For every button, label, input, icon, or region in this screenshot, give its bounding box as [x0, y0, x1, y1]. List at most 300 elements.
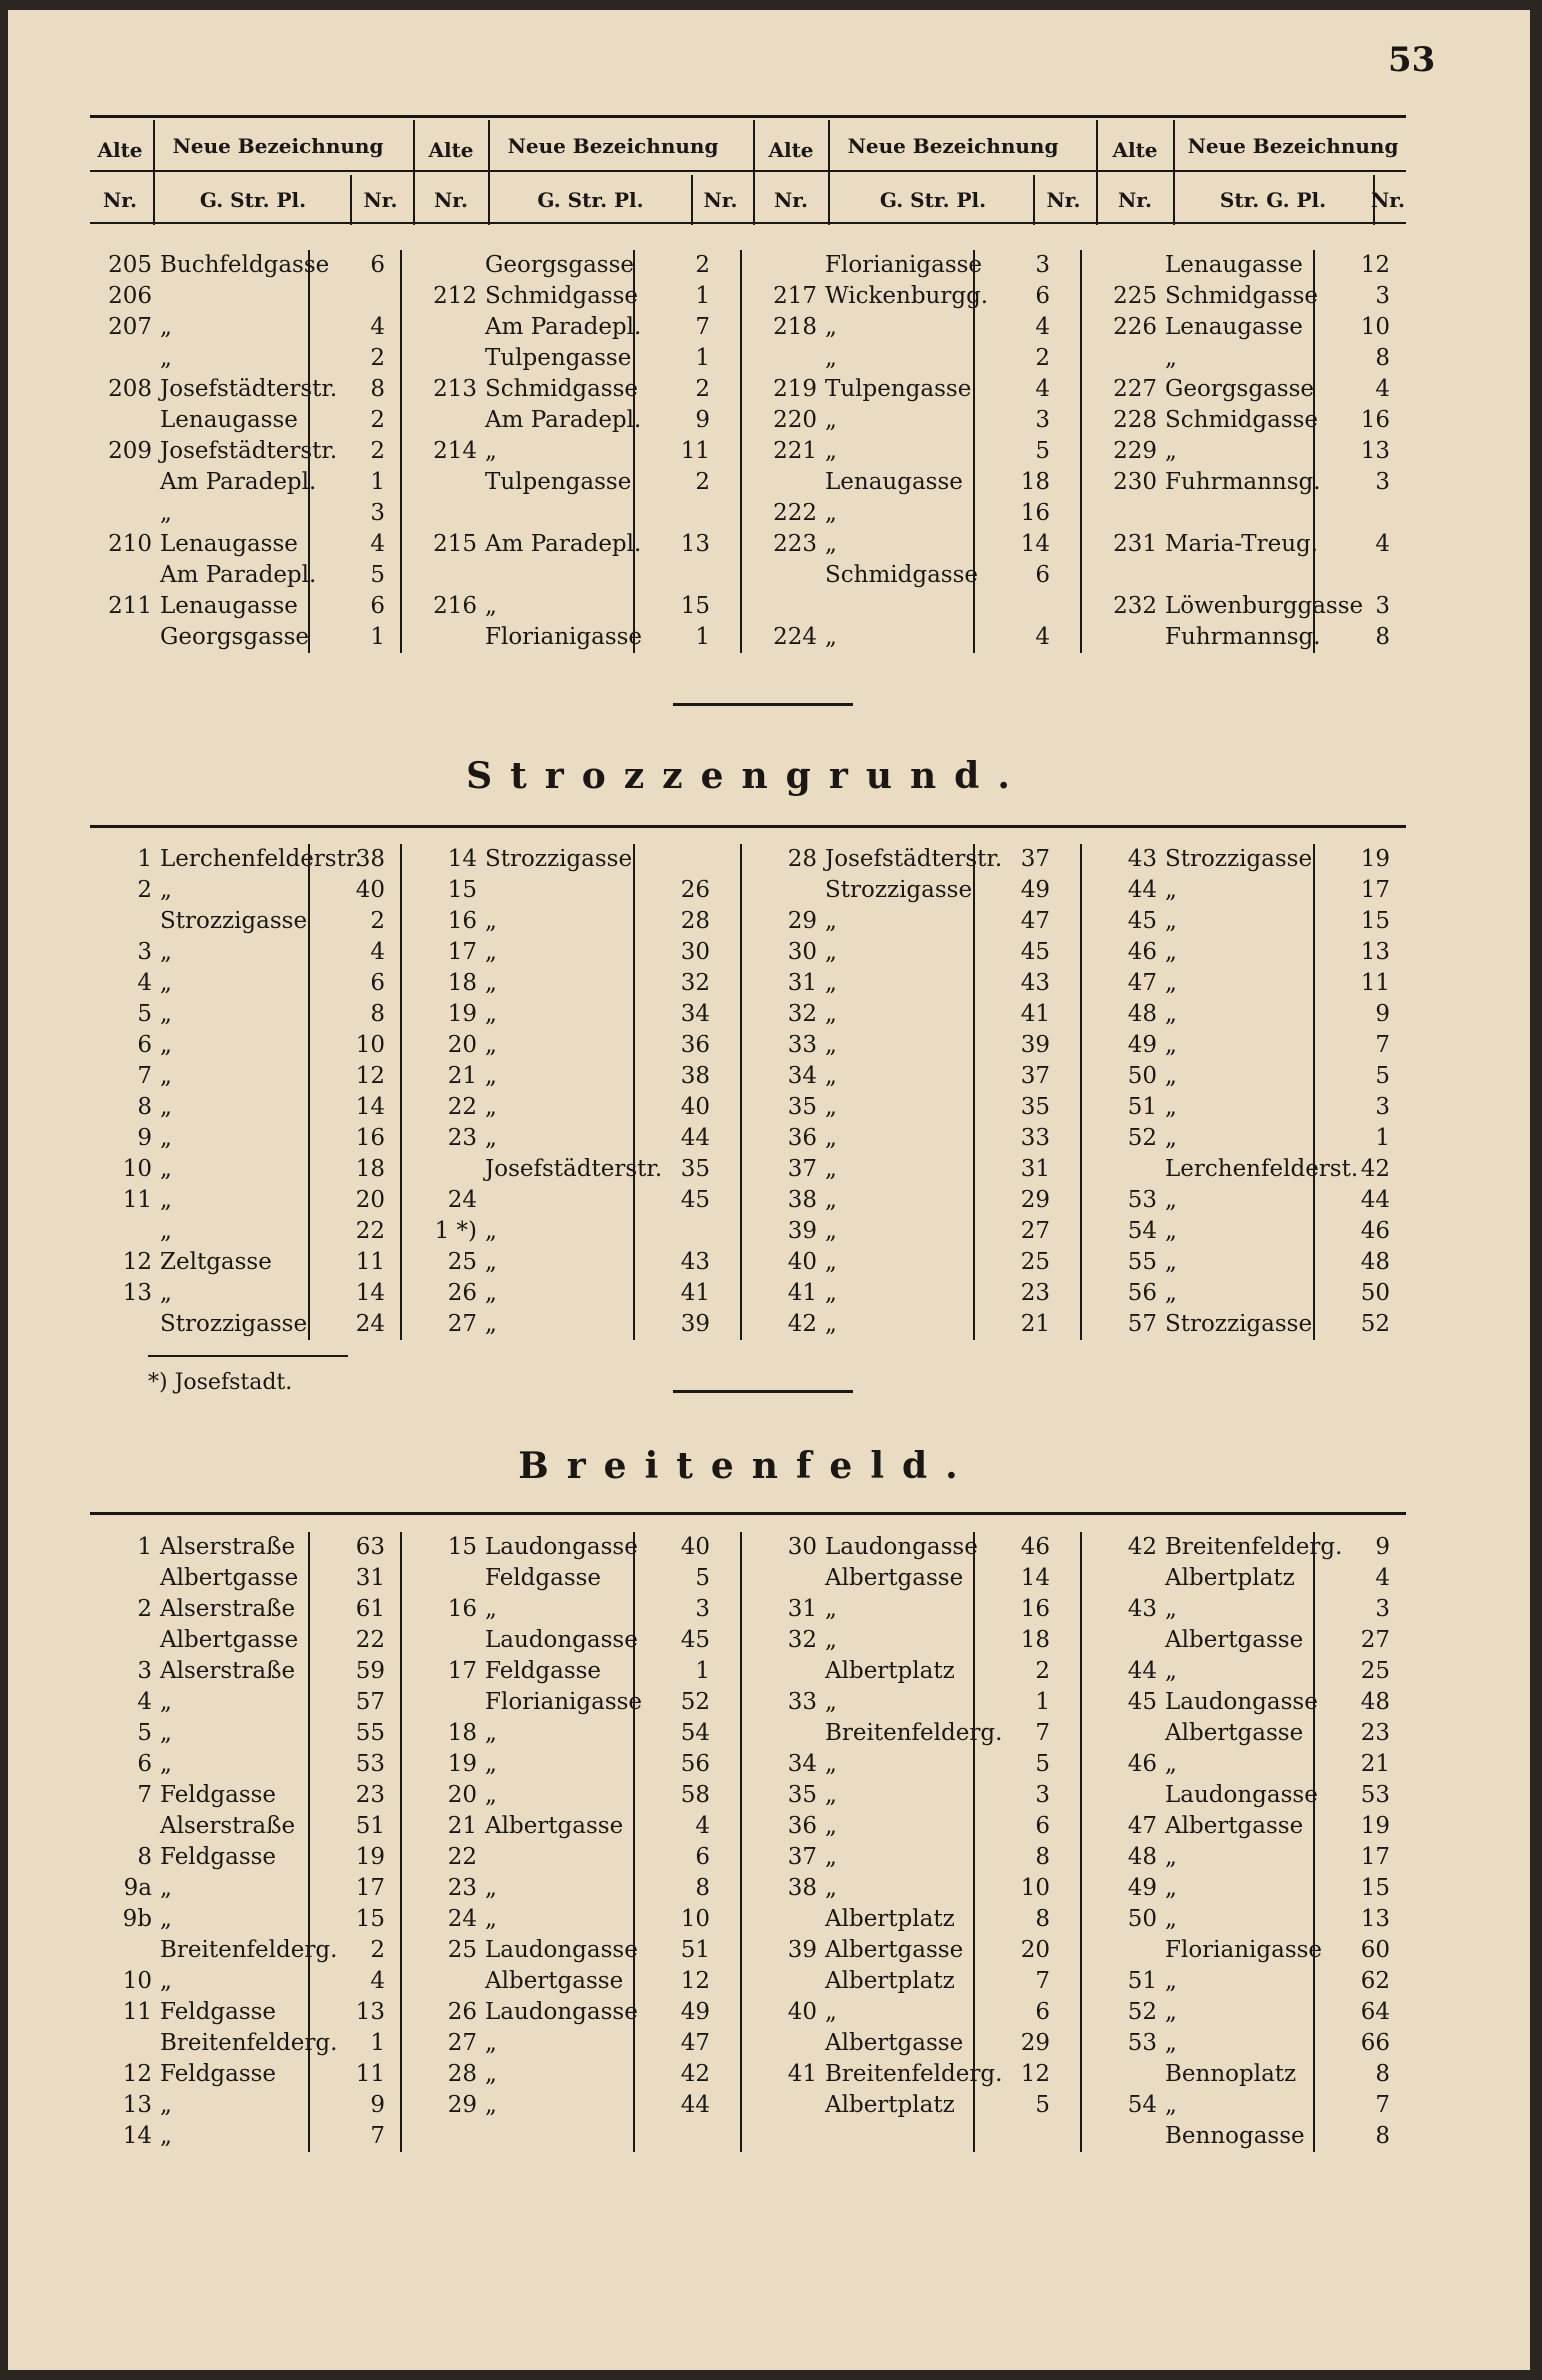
cell-new-nr: 18	[1020, 469, 1050, 495]
cell-old-nr: 39	[787, 1218, 817, 1244]
section-divider	[673, 1390, 853, 1393]
cell-old-nr: 12	[122, 1249, 152, 1275]
cell-old-nr: 47	[1127, 970, 1157, 996]
cell-street: Breitenfelderg.	[160, 2030, 338, 2056]
cell-street: „	[160, 1156, 172, 1182]
cell-new-nr: 13	[1360, 939, 1390, 965]
cell-new-nr: 8	[370, 376, 385, 402]
cell-street: Breitenfelderg.	[160, 1937, 338, 1963]
cell-old-nr: 208	[108, 376, 152, 402]
cell-new-nr: 57	[355, 1689, 385, 1715]
cell-old-nr: 16	[447, 908, 477, 934]
cell-old-nr: 43	[1127, 1596, 1157, 1622]
cell-old-nr: 6	[137, 1751, 152, 1777]
cell-new-nr: 3	[1375, 1596, 1390, 1622]
cell-street: Alserstraße	[160, 1813, 296, 1839]
cell-new-nr: 19	[1360, 846, 1390, 872]
cell-street: Georgsgasse	[485, 252, 635, 278]
cell-new-nr: 4	[1375, 1565, 1390, 1591]
cell-old-nr: 52	[1127, 1999, 1157, 2025]
cell-old-nr: 32	[787, 1001, 817, 1027]
cell-street: Feldgasse	[160, 1844, 277, 1870]
cell-new-nr: 1	[695, 283, 710, 309]
cell-old-nr: 5	[137, 1720, 152, 1746]
cell-street: „	[485, 593, 497, 619]
header-sgp-4: Str. G. Pl.	[1219, 188, 1327, 212]
cell-street: Albertgasse	[1165, 1813, 1304, 1839]
cell-street: „	[1165, 1875, 1177, 1901]
cell-street: „	[160, 1720, 172, 1746]
cell-street: „	[160, 1875, 172, 1901]
cell-street: „	[825, 970, 837, 996]
cell-old-nr: 207	[108, 314, 152, 340]
cell-new-nr: 44	[680, 2092, 710, 2118]
cell-new-nr: 3	[1035, 252, 1050, 278]
cell-new-nr: 44	[1360, 1187, 1390, 1213]
cell-new-nr: 7	[695, 314, 710, 340]
cell-old-nr: 231	[1113, 531, 1157, 557]
cell-new-nr: 4	[1375, 531, 1390, 557]
cell-street: Lenaugasse	[825, 469, 963, 495]
section-divider	[673, 703, 853, 706]
header-neue-4: Neue Bezeichnung	[1187, 134, 1399, 158]
cell-new-nr: 8	[695, 1875, 710, 1901]
column-separator	[308, 250, 310, 653]
cell-old-nr: 39	[787, 1937, 817, 1963]
cell-old-nr: 33	[787, 1032, 817, 1058]
cell-new-nr: 41	[1020, 1001, 1050, 1027]
cell-street: Josefstädterstr.	[825, 846, 1003, 872]
cell-street: „	[485, 1906, 497, 1932]
cell-new-nr: 2	[370, 1937, 385, 1963]
cell-street: Albertgasse	[825, 1565, 964, 1591]
header-neue-1: Neue Bezeichnung	[172, 134, 384, 158]
cell-street: Alserstraße	[160, 1534, 296, 1560]
cell-new-nr: 21	[1020, 1311, 1050, 1337]
table-row	[90, 968, 1406, 999]
cell-old-nr: 220	[773, 407, 817, 433]
cell-street: „	[160, 2092, 172, 2118]
cell-new-nr: 59	[355, 1658, 385, 1684]
cell-street: Strozzigasse	[1165, 1311, 1313, 1337]
cell-street: „	[160, 2123, 172, 2149]
table-row	[90, 1278, 1406, 1309]
cell-street: „	[160, 1187, 172, 1213]
cell-new-nr: 26	[680, 877, 710, 903]
cell-old-nr: 7	[137, 1782, 152, 1808]
cell-old-nr: 18	[447, 1720, 477, 1746]
header-gsp-2: G. Str. Pl.	[537, 188, 644, 212]
cell-street: „	[825, 438, 837, 464]
cell-street: Am Paradepl.	[485, 407, 642, 433]
cell-old-nr: 17	[447, 1658, 477, 1684]
cell-street: Feldgasse	[485, 1658, 602, 1684]
cell-street: Laudongasse	[1165, 1782, 1318, 1808]
cell-street: „	[825, 1813, 837, 1839]
cell-new-nr: 13	[680, 531, 710, 557]
cell-street: Lenaugasse	[160, 531, 298, 557]
cell-street: Laudongasse	[485, 1627, 638, 1653]
cell-street: „	[485, 1311, 497, 1337]
cell-street: Albertgasse	[485, 1968, 624, 1994]
table-row	[90, 1935, 1406, 1966]
cell-street: „	[1165, 1125, 1177, 1151]
cell-street: Florianigasse	[825, 252, 983, 278]
cell-new-nr: 62	[1360, 1968, 1390, 1994]
table-row	[90, 1780, 1406, 1811]
cell-new-nr: 9	[1375, 1534, 1390, 1560]
cell-old-nr: 18	[447, 970, 477, 996]
table-row	[90, 591, 1406, 622]
cell-new-nr: 1	[1375, 1125, 1390, 1151]
cell-new-nr: 10	[1360, 314, 1390, 340]
cell-new-nr: 22	[355, 1627, 385, 1653]
cell-old-nr: 50	[1127, 1063, 1157, 1089]
cell-old-nr: 53	[1127, 2030, 1157, 2056]
cell-old-nr: 3	[137, 1658, 152, 1684]
table-row	[90, 1216, 1406, 1247]
cell-street: Feldgasse	[160, 2061, 277, 2087]
cell-street: Laudongasse	[485, 1999, 638, 2025]
cell-new-nr: 4	[1375, 376, 1390, 402]
cell-street: „	[485, 2030, 497, 2056]
cell-new-nr: 4	[1035, 314, 1050, 340]
cell-new-nr: 9	[370, 2092, 385, 2118]
table-row	[90, 343, 1406, 374]
header-nr-old-1: Nr.	[103, 188, 137, 212]
cell-old-nr: 29	[447, 2092, 477, 2118]
cell-new-nr: 5	[1375, 1063, 1390, 1089]
cell-new-nr: 28	[680, 908, 710, 934]
cell-old-nr: 34	[787, 1751, 817, 1777]
cell-street: „	[1165, 1968, 1177, 1994]
cell-old-nr: 217	[773, 283, 817, 309]
cell-new-nr: 35	[680, 1156, 710, 1182]
cell-old-nr: 15	[447, 1534, 477, 1560]
cell-new-nr: 29	[1020, 1187, 1050, 1213]
cell-street: Strozzigasse	[825, 877, 973, 903]
cell-street: Zeltgasse	[160, 1249, 272, 1275]
cell-old-nr: 15	[447, 877, 477, 903]
cell-old-nr: 219	[773, 376, 817, 402]
cell-new-nr: 13	[355, 1999, 385, 2025]
cell-new-nr: 45	[680, 1187, 710, 1213]
cell-street: „	[825, 1627, 837, 1653]
cell-new-nr: 40	[355, 877, 385, 903]
cell-street: Breitenfelderg.	[1165, 1534, 1343, 1560]
cell-old-nr: 229	[1113, 438, 1157, 464]
cell-street: Lenaugasse	[160, 593, 298, 619]
header-alte-1: Alte	[97, 138, 143, 162]
cell-old-nr: 3	[137, 939, 152, 965]
cell-new-nr: 4	[695, 1813, 710, 1839]
cell-new-nr: 6	[370, 593, 385, 619]
cell-old-nr: 225	[1113, 283, 1157, 309]
cell-new-nr: 4	[370, 939, 385, 965]
table-row	[90, 2059, 1406, 2090]
cell-new-nr: 12	[1020, 2061, 1050, 2087]
cell-street: „	[825, 908, 837, 934]
cell-new-nr: 8	[1375, 345, 1390, 371]
cell-old-nr: 40	[787, 1249, 817, 1275]
column-separator	[973, 844, 975, 1340]
cell-street: Josefstädterstr.	[160, 438, 338, 464]
table-row	[90, 1749, 1406, 1780]
cell-street: Tulpengasse	[825, 376, 972, 402]
header-separator	[828, 120, 830, 225]
cell-old-nr: 27	[447, 2030, 477, 2056]
column-separator	[400, 844, 402, 1340]
column-separator	[740, 250, 742, 653]
cell-new-nr: 47	[1020, 908, 1050, 934]
cell-old-nr: 1	[137, 1534, 152, 1560]
cell-street: „	[825, 624, 837, 650]
cell-old-nr: 209	[108, 438, 152, 464]
header-alte-4: Alte	[1112, 138, 1158, 162]
cell-old-nr: 206	[108, 283, 152, 309]
cell-street: Albertgasse	[1165, 1720, 1304, 1746]
table-row	[90, 1997, 1406, 2028]
table-row	[90, 1030, 1406, 1061]
cell-street: Albertplatz	[825, 1968, 955, 1994]
cell-street: Josefstädterstr.	[485, 1156, 663, 1182]
cell-new-nr: 45	[680, 1627, 710, 1653]
cell-new-nr: 6	[1035, 283, 1050, 309]
cell-street: „	[825, 1596, 837, 1622]
table-row	[90, 1656, 1406, 1687]
cell-street: Wickenburgg.	[825, 283, 989, 309]
cell-new-nr: 23	[1360, 1720, 1390, 1746]
cell-old-nr: 26	[447, 1280, 477, 1306]
cell-old-nr: 8	[137, 1844, 152, 1870]
cell-new-nr: 38	[680, 1063, 710, 1089]
cell-street: Tulpengasse	[485, 345, 632, 371]
cell-old-nr: 25	[447, 1937, 477, 1963]
cell-street: Albertgasse	[825, 1937, 964, 1963]
cell-new-nr: 5	[1035, 2092, 1050, 2118]
cell-old-nr: 7	[137, 1063, 152, 1089]
cell-street: „	[485, 908, 497, 934]
column-separator	[1313, 250, 1315, 653]
cell-street: Lenaugasse	[1165, 252, 1303, 278]
cell-old-nr: 26	[447, 1999, 477, 2025]
cell-street: „	[485, 1720, 497, 1746]
table-row	[90, 1904, 1406, 1935]
column-separator	[308, 844, 310, 1340]
cell-street: Strozzigasse	[160, 908, 308, 934]
cell-new-nr: 4	[370, 1968, 385, 1994]
table-row	[90, 1594, 1406, 1625]
cell-new-nr: 10	[680, 1906, 710, 1932]
header-neue-3: Neue Bezeichnung	[847, 134, 1059, 158]
table-row	[90, 906, 1406, 937]
cell-street: „	[825, 1249, 837, 1275]
cell-old-nr: 46	[1127, 1751, 1157, 1777]
cell-old-nr: 11	[122, 1999, 152, 2025]
table-row	[90, 1687, 1406, 1718]
header-bottom-rule	[90, 222, 1406, 224]
cell-street: Lenaugasse	[1165, 314, 1303, 340]
header-top-rule	[90, 115, 1406, 118]
cell-street: Tulpengasse	[485, 469, 632, 495]
cell-old-nr: 21	[447, 1063, 477, 1089]
cell-new-nr: 66	[1360, 2030, 1390, 2056]
cell-street: Albertgasse	[1165, 1627, 1304, 1653]
cell-street: „	[485, 1218, 497, 1244]
cell-old-nr: 45	[1127, 908, 1157, 934]
cell-old-nr: 42	[1127, 1534, 1157, 1560]
cell-street: Florianigasse	[1165, 1937, 1323, 1963]
cell-old-nr: 49	[1127, 1032, 1157, 1058]
cell-street: „	[825, 1032, 837, 1058]
table-row	[90, 1966, 1406, 1997]
table-row	[90, 1185, 1406, 1216]
cell-street: „	[485, 1875, 497, 1901]
cell-new-nr: 35	[1020, 1094, 1050, 1120]
cell-new-nr: 9	[1375, 1001, 1390, 1027]
cell-old-nr: 17	[447, 939, 477, 965]
cell-new-nr: 10	[1020, 1875, 1050, 1901]
cell-new-nr: 2	[1035, 345, 1050, 371]
cell-old-nr: 227	[1113, 376, 1157, 402]
cell-street: „	[1165, 1280, 1177, 1306]
cell-new-nr: 25	[1360, 1658, 1390, 1684]
cell-new-nr: 52	[680, 1689, 710, 1715]
cell-street: Florianigasse	[485, 1689, 643, 1715]
cell-street: „	[825, 314, 837, 340]
cell-new-nr: 6	[1035, 562, 1050, 588]
cell-old-nr: 22	[447, 1094, 477, 1120]
cell-old-nr: 37	[787, 1844, 817, 1870]
cell-new-nr: 16	[1020, 1596, 1050, 1622]
cell-new-nr: 11	[680, 438, 710, 464]
cell-street: „	[485, 2092, 497, 2118]
cell-new-nr: 5	[1035, 438, 1050, 464]
footnote: *) Josefstadt.	[148, 1370, 293, 1395]
table-row	[90, 1811, 1406, 1842]
cell-street: Alserstraße	[160, 1658, 296, 1684]
cell-old-nr: 30	[787, 939, 817, 965]
header-neue-2: Neue Bezeichnung	[507, 134, 719, 158]
cell-old-nr: 52	[1127, 1125, 1157, 1151]
cell-new-nr: 3	[1035, 1782, 1050, 1808]
cell-old-nr: 222	[773, 500, 817, 526]
footnote-rule	[148, 1355, 348, 1357]
cell-street: „	[1165, 1999, 1177, 2025]
table-row	[90, 1247, 1406, 1278]
cell-old-nr: 13	[122, 2092, 152, 2118]
cell-old-nr: 35	[787, 1782, 817, 1808]
cell-new-nr: 17	[1360, 1844, 1390, 1870]
cell-new-nr: 42	[1360, 1156, 1390, 1182]
cell-new-nr: 3	[1375, 593, 1390, 619]
cell-new-nr: 8	[1375, 2123, 1390, 2149]
cell-new-nr: 11	[355, 1249, 385, 1275]
cell-new-nr: 7	[1035, 1720, 1050, 1746]
cell-new-nr: 3	[1375, 469, 1390, 495]
cell-street: Laudongasse	[485, 1937, 638, 1963]
cell-new-nr: 7	[370, 2123, 385, 2149]
cell-street: Albertgasse	[825, 2030, 964, 2056]
cell-old-nr: 16	[447, 1596, 477, 1622]
table-row	[90, 999, 1406, 1030]
cell-old-nr: 9a	[123, 1875, 152, 1901]
cell-old-nr: 35	[787, 1094, 817, 1120]
cell-street: Breitenfelderg.	[825, 1720, 1003, 1746]
cell-old-nr: 36	[787, 1125, 817, 1151]
table-row	[90, 374, 1406, 405]
cell-new-nr: 44	[680, 1125, 710, 1151]
cell-street: „	[825, 1218, 837, 1244]
cell-new-nr: 2	[695, 469, 710, 495]
cell-old-nr: 41	[787, 1280, 817, 1306]
cell-old-nr: 12	[122, 2061, 152, 2087]
cell-new-nr: 6	[695, 1844, 710, 1870]
cell-street: „	[160, 877, 172, 903]
cell-street: „	[1165, 908, 1177, 934]
cell-new-nr: 24	[355, 1311, 385, 1337]
cell-street: „	[825, 1156, 837, 1182]
header-alte-3: Alte	[768, 138, 814, 162]
cell-old-nr: 230	[1113, 469, 1157, 495]
table-row	[90, 1309, 1406, 1340]
cell-street: Georgsgasse	[160, 624, 310, 650]
cell-new-nr: 51	[680, 1937, 710, 1963]
cell-new-nr: 36	[680, 1032, 710, 1058]
cell-street: Alserstraße	[160, 1596, 296, 1622]
page-number: 53	[1388, 40, 1436, 80]
cell-street: „	[1165, 438, 1177, 464]
cell-old-nr: 25	[447, 1249, 477, 1275]
cell-new-nr: 1	[695, 624, 710, 650]
cell-street: „	[160, 1063, 172, 1089]
cell-new-nr: 61	[355, 1596, 385, 1622]
cell-old-nr: 23	[447, 1125, 477, 1151]
cell-old-nr: 212	[433, 283, 477, 309]
cell-street: Feldgasse	[160, 1999, 277, 2025]
table-row	[90, 436, 1406, 467]
cell-new-nr: 38	[355, 846, 385, 872]
cell-new-nr: 1	[370, 624, 385, 650]
table-row	[90, 2090, 1406, 2121]
cell-new-nr: 9	[695, 407, 710, 433]
cell-street: „	[825, 1782, 837, 1808]
cell-street: „	[160, 1280, 172, 1306]
cell-street: „	[825, 531, 837, 557]
cell-street: „	[485, 438, 497, 464]
cell-new-nr: 2	[370, 438, 385, 464]
cell-street: „	[1165, 1218, 1177, 1244]
cell-street: Strozzigasse	[160, 1311, 308, 1337]
cell-street: „	[485, 1063, 497, 1089]
cell-new-nr: 2	[370, 407, 385, 433]
cell-old-nr: 45	[1127, 1689, 1157, 1715]
table-row	[90, 560, 1406, 591]
cell-old-nr: 9	[137, 1125, 152, 1151]
header-separator	[1096, 120, 1098, 225]
cell-street: Buchfeldgasse	[160, 252, 330, 278]
table-row	[90, 937, 1406, 968]
cell-street: Breitenfelderg.	[825, 2061, 1003, 2087]
cell-old-nr: 54	[1127, 2092, 1157, 2118]
header-nr-old-3: Nr.	[774, 188, 808, 212]
cell-new-nr: 8	[370, 1001, 385, 1027]
cell-street: „	[825, 939, 837, 965]
cell-new-nr: 32	[680, 970, 710, 996]
cell-new-nr: 53	[1360, 1782, 1390, 1808]
header-separator	[691, 175, 693, 225]
cell-old-nr: 37	[787, 1156, 817, 1182]
